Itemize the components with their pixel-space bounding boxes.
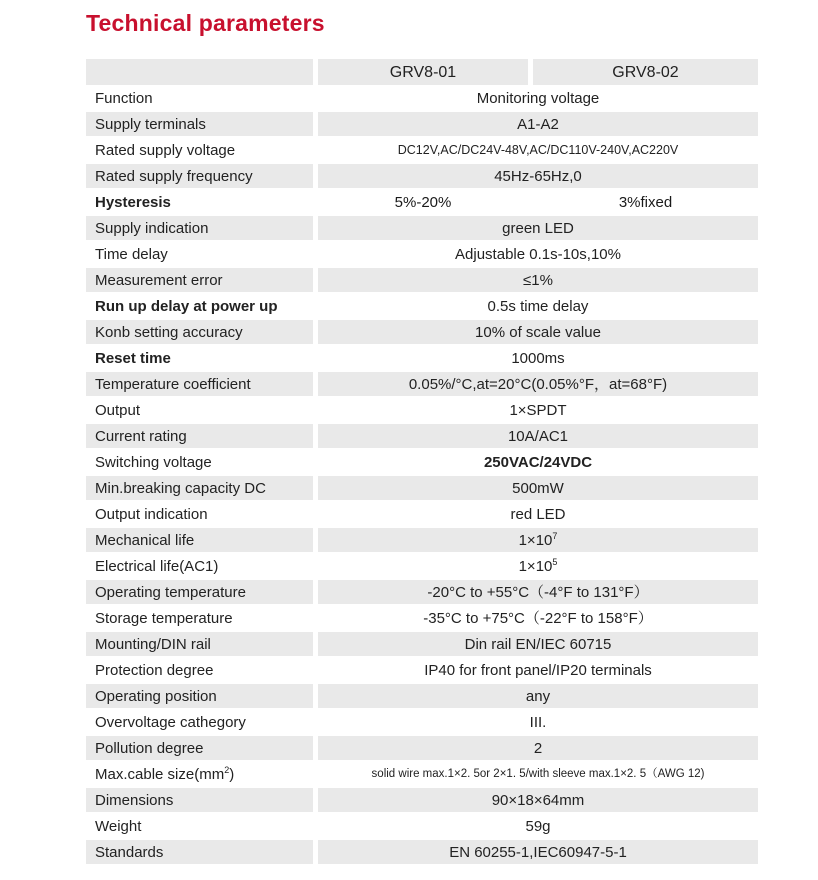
param-label: Time delay [95, 246, 168, 263]
table-row [86, 580, 758, 604]
param-value: 0.05%/°C,at=20°C(0.05%°F，at=68°F) [318, 372, 758, 396]
table-row [86, 398, 758, 422]
table-row [86, 164, 758, 188]
table-row [86, 450, 758, 474]
table-row [86, 242, 758, 266]
header-grv8-02: GRV8-02 [533, 59, 758, 85]
param-label: Switching voltage [95, 454, 212, 471]
param-value [318, 554, 758, 578]
value-exponent: 5 [552, 557, 558, 567]
table-row [86, 658, 758, 682]
param-value: red LED [510, 506, 566, 523]
param-label: Supply indication [86, 216, 313, 240]
param-value: IP40 for front panel/IP20 terminals [424, 662, 652, 679]
param-label: Output [95, 402, 141, 419]
page-title: Technical parameters [86, 10, 325, 36]
param-label: Storage temperature [95, 610, 233, 627]
label-exponent: 2 [224, 765, 230, 775]
param-value: green LED [318, 216, 758, 240]
param-value: 90×18×64mm [318, 788, 758, 812]
table-row [86, 138, 758, 162]
param-label: Supply terminals [86, 112, 313, 136]
param-label: Dimensions [86, 788, 313, 812]
param-label: Mounting/DIN rail [86, 632, 313, 656]
param-label: Current rating [86, 424, 313, 448]
table-row [86, 710, 758, 734]
param-label: Output indication [95, 506, 208, 523]
label-end: ) [229, 766, 235, 783]
label-base: Max.cable size(mm [95, 766, 225, 783]
param-label: Function [95, 90, 153, 107]
param-value: 10% of scale value [318, 320, 758, 344]
param-label: Measurement error [86, 268, 313, 292]
param-value: 1×SPDT [509, 402, 567, 419]
param-value-grv8-01: 5%-20% [394, 194, 452, 211]
table-row [86, 86, 758, 110]
param-label: Operating temperature [86, 580, 313, 604]
param-label: Run up delay at power up [95, 298, 278, 315]
param-label: Min.breaking capacity DC [86, 476, 313, 500]
value-base: 1×10 [518, 558, 553, 575]
param-value: 45Hz-65Hz,0 [318, 164, 758, 188]
param-label: Rated supply voltage [95, 142, 236, 159]
param-label: Hysteresis [95, 194, 171, 211]
value-exponent: 7 [552, 531, 558, 541]
table-row [86, 554, 758, 578]
param-value-grv8-02: 3%fixed [618, 194, 673, 211]
table-row [86, 216, 758, 240]
table-row [86, 112, 758, 136]
table-row [86, 632, 758, 656]
table-row [86, 294, 758, 318]
param-value: ≤1% [318, 268, 758, 292]
param-value: DC12V,AC/DC24V-48V,AC/DC110V-240V,AC220V [397, 143, 679, 157]
table-row [86, 346, 758, 370]
table-row [86, 372, 758, 396]
param-label: Standards [86, 840, 313, 864]
param-value: III. [529, 714, 547, 731]
param-value [318, 528, 758, 552]
value-base: 1×10 [518, 532, 553, 549]
table-row [86, 502, 758, 526]
param-value: Monitoring voltage [476, 90, 600, 107]
param-value: 2 [318, 736, 758, 760]
table-row [86, 736, 758, 760]
param-value: 59g [525, 818, 551, 835]
param-value: -20°C to +55°C（-4°F to 131°F） [318, 580, 758, 604]
table-row [86, 190, 758, 214]
param-label: Temperature coefficient [86, 372, 313, 396]
param-value: 250VAC/24VDC [483, 454, 593, 471]
table-row [86, 814, 758, 838]
param-label: Electrical life(AC1) [95, 558, 219, 575]
param-value: any [318, 684, 758, 708]
param-value: 10A/AC1 [318, 424, 758, 448]
param-value: -35°C to +75°C（-22°F to 158°F） [423, 610, 653, 627]
param-value: EN 60255-1,IEC60947-5-1 [318, 840, 758, 864]
table-row [86, 788, 758, 812]
param-label: Operating position [86, 684, 313, 708]
table-row [86, 320, 758, 344]
param-value: 0.5s time delay [487, 298, 589, 315]
param-value: Din rail EN/IEC 60715 [318, 632, 758, 656]
param-label: Rated supply frequency [86, 164, 313, 188]
param-label: Protection degree [95, 662, 214, 679]
table-row [86, 476, 758, 500]
table-header [86, 59, 758, 85]
param-value: 1000ms [511, 350, 565, 367]
param-label [86, 762, 313, 786]
table-row [86, 840, 758, 864]
table-row [86, 762, 758, 786]
param-value: A1-A2 [318, 112, 758, 136]
table-row [86, 268, 758, 292]
param-label: Reset time [95, 350, 171, 367]
param-value: Adjustable 0.1s-10s,10% [455, 246, 621, 263]
param-value: solid wire max.1×2. 5or 2×1. 5/with sleeve max.1×2. 5（AWG 12) [371, 768, 705, 780]
param-label: Konb setting accuracy [86, 320, 313, 344]
table-row [86, 424, 758, 448]
table-row [86, 684, 758, 708]
param-label: Overvoltage cathegory [95, 714, 246, 731]
param-value: 500mW [318, 476, 758, 500]
header-blank-cell [86, 59, 313, 85]
param-label: Pollution degree [86, 736, 313, 760]
param-label: Mechanical life [86, 528, 313, 552]
parameters-table [86, 59, 758, 866]
param-label: Weight [95, 818, 142, 835]
table-row [86, 528, 758, 552]
table-row [86, 606, 758, 630]
header-grv8-01: GRV8-01 [318, 59, 528, 85]
